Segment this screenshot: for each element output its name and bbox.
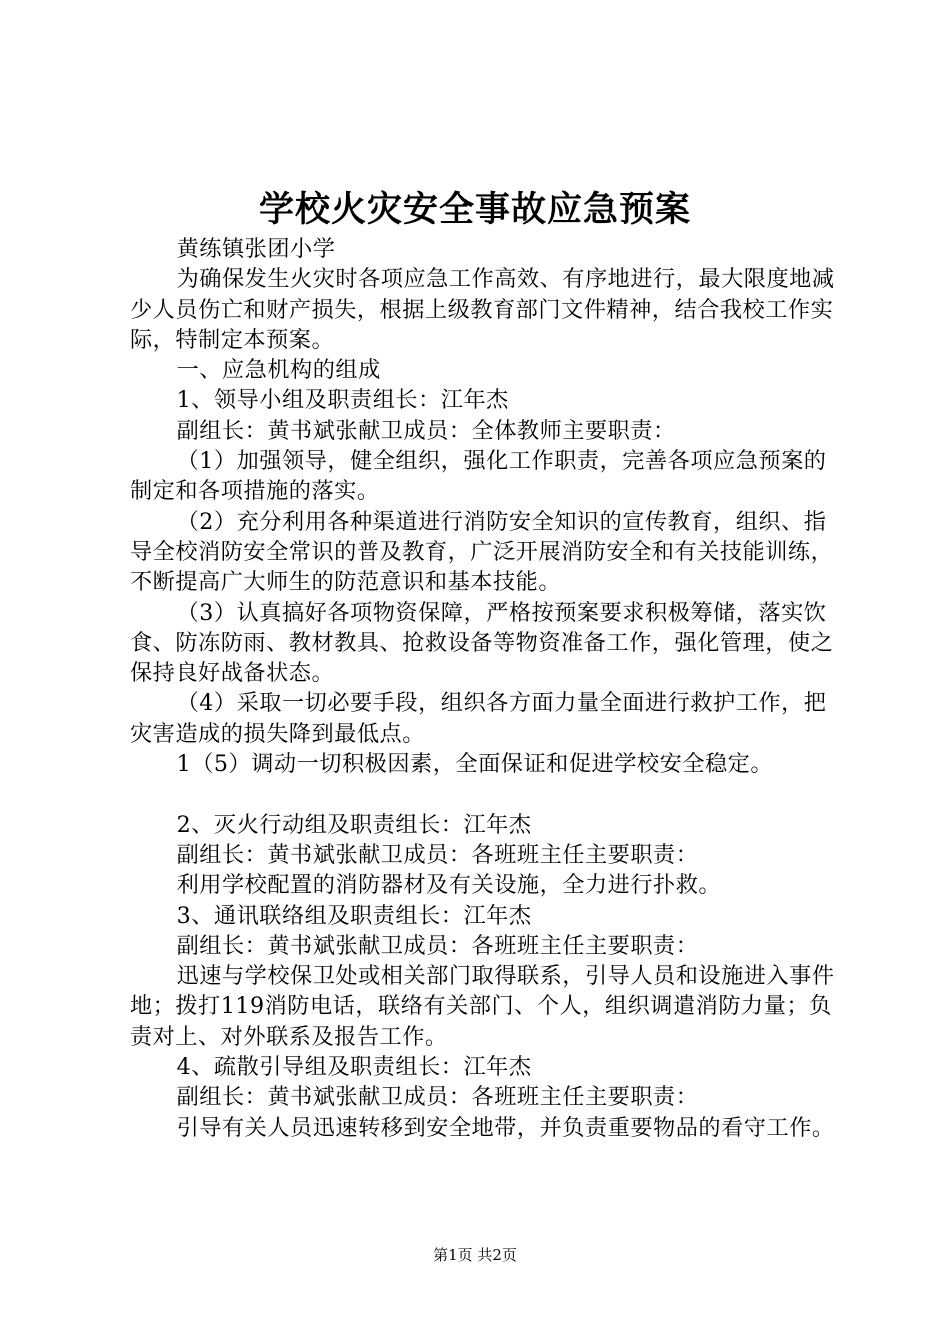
document-title: 学校火灾安全事故应急预案 bbox=[258, 189, 691, 230]
group1-heading: 1、领导小组及职责组长：江年杰 bbox=[176, 387, 509, 414]
intro-paragraph: 为确保发生火灾时各项应急工作高效、有序地进行，最大限度地减少人员伤亡和财产损失，根据上级教育部门文件精神，结合我校工作实际，特制定本预案。 bbox=[130, 266, 835, 353]
page-indicator: 第1页 共2页 bbox=[433, 1246, 517, 1264]
group3-members: 副组长：黄书斌张献卫成员：各班班主任主要职责： bbox=[176, 932, 699, 959]
group1-duty-3: （3）认真搞好各项物资保障，严格按预案要求积极筹储，落实饮食、防冻防雨、教材教具、抢救设备等物资准备工作，强化管理，使之保持良好战备状态。 bbox=[130, 599, 834, 687]
group4-duty: 引导有关人员迅速转移到安全地带，并负责重要物品的看守工作。 bbox=[176, 1114, 835, 1141]
group3-duty: 迅速与学校保卫处或相关部门取得联系，引导人员和设施进入事件地；拨打119消防电话，联络有关部门、个人，组织调遣消防力量；负责对上、对外联系及报告工作。 bbox=[130, 963, 835, 1050]
group1-duty-5: 1（5）调动一切积极因素，全面保证和促进学校安全稳定。 bbox=[176, 751, 774, 778]
group4-heading: 4、疏散引导组及职责组长：江年杰 bbox=[176, 1054, 532, 1081]
section-heading: 一、应急机构的组成 bbox=[176, 357, 381, 384]
paragraph-gap bbox=[130, 779, 845, 809]
group1-duty-1: （1）加强领导，健全组织，强化工作职责，完善各项应急预案的制定和各项措施的落实。 bbox=[130, 448, 827, 505]
group4-members: 副组长：黄书斌张献卫成员：各班班主任主要职责： bbox=[176, 1084, 699, 1111]
group1-duty-2: （2）充分利用各种渠道进行消防安全知识的宣传教育，组织、指导全校消防安全常识的普及教育，广泛开展消防安全和有关技能训练，不断提高广大师生的防范意识和基本技能。 bbox=[130, 508, 834, 596]
group2-heading: 2、灭火行动组及职责组长：江年杰 bbox=[176, 811, 532, 838]
group2-duty: 利用学校配置的消防器材及有关设施，全力进行扑救。 bbox=[176, 872, 722, 899]
school-name: 黄练镇张团小学 bbox=[176, 236, 336, 262]
group1-duty-4: （4）采取一切必要手段，组织各方面力量全面进行救护工作，把灾害造成的损失降到最低点。 bbox=[130, 690, 827, 747]
group3-heading: 3、通讯联络组及职责组长：江年杰 bbox=[176, 902, 532, 929]
group1-members: 副组长：黄书斌张献卫成员：全体教师主要职责： bbox=[176, 417, 676, 444]
group2-members: 副组长：黄书斌张献卫成员：各班班主任主要职责： bbox=[176, 841, 699, 868]
document-body bbox=[130, 234, 845, 1143]
